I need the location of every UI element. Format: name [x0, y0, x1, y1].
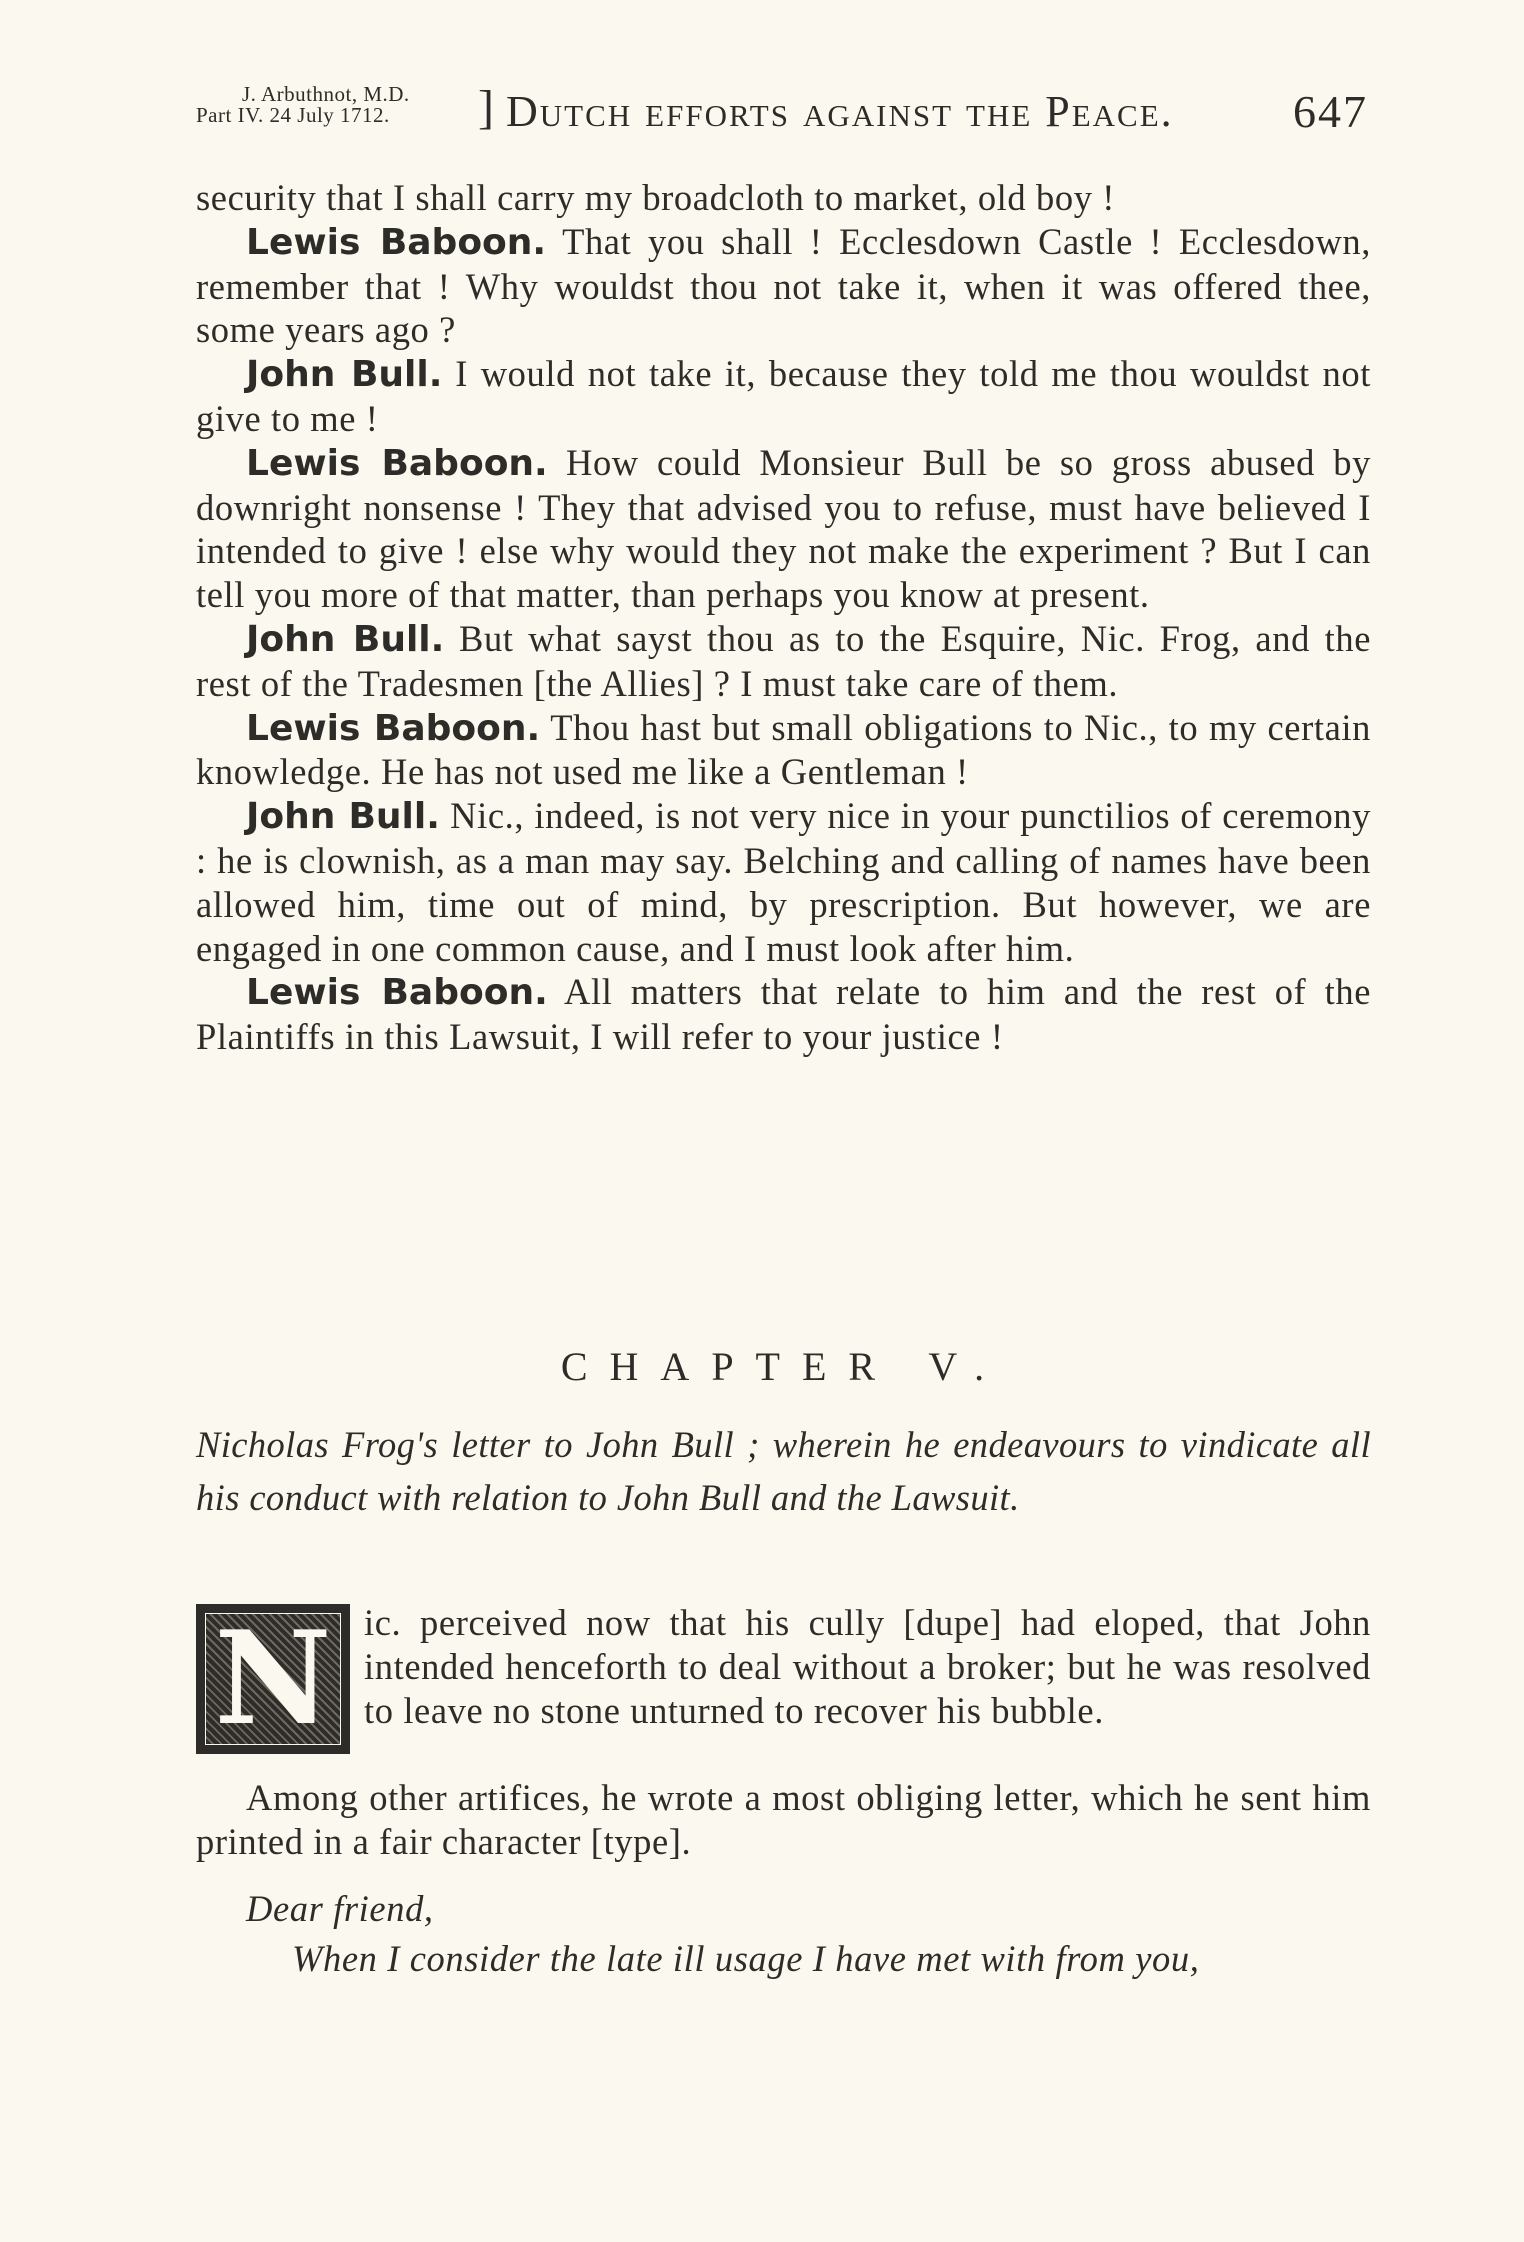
- header-title: Dutch efforts against the Peace.: [506, 87, 1174, 136]
- narrative-paragraph: Among other artifices, he wrote a most obliging letter, which he sent him printed in a fair character [type].: [196, 1777, 1371, 1862]
- dialogue-section: [196, 176, 1371, 1059]
- narrative-paragraph: ic. perceived now that his cully [dupe] had eloped, that John intended henceforth to deal without a broker; but he was resolved to leave no stone unturned to recover his bubble.: [364, 1602, 1371, 1731]
- speaker-name: Lewis Baboon.: [246, 707, 541, 749]
- speaker-name: Lewis Baboon.: [246, 221, 547, 263]
- header-bracket: ]: [478, 81, 494, 134]
- page-number: 647: [1293, 86, 1368, 137]
- header-attribution: [196, 78, 494, 148]
- dialogue-text: But what sayst thou as to the Esquire, Nic. Frog, and the rest of the Tradesmen [the Allies] ? I must take care of them.: [196, 617, 1372, 704]
- dialogue-text: That you shall ! Ecclesdown Castle ! Ecclesdown, remember that ! Why wouldst thou not take it, when it was offered thee, some years ago ?: [196, 220, 1371, 351]
- dialogue-text: I would not take it, because they told me thou wouldst not give to me !: [196, 353, 1371, 439]
- chapter-synopsis: Nicholas Frog's letter to John Bull ; wherein he endeavours to vindicate all his conduct with relation to John Bull and the Lawsuit.: [196, 1424, 1371, 1518]
- dialogue-paragraph: [196, 220, 1371, 352]
- header-part-date: Part IV. 24 July 1712.: [196, 103, 390, 127]
- dialogue-text: Nic., indeed, is not very nice in your punctilios of ceremony : he is clownish, as a man may say. Belching and calling of names have been allowed him, time out of mind, by prescription. But however, we are engaged in one common cause, and I must look after him.: [196, 795, 1372, 969]
- letter-text: When I consider the late ill usage I have met with from you,: [292, 1938, 1200, 1979]
- dialogue-paragraph: [196, 617, 1371, 706]
- dialogue-text: security that I shall carry my broadcloth to market, old boy !: [196, 177, 1116, 218]
- dialogue-paragraph: [196, 706, 1371, 795]
- letter-salutation: Dear friend,: [246, 1888, 434, 1929]
- running-header: [196, 78, 1376, 148]
- letter-excerpt: [196, 1884, 1371, 1984]
- dialogue-text: How could Monsieur Bull be so gross abused by downright nonsense ! They that advised you to refuse, must have believed I intended to give ! else why would they not make the experiment ? But I can tell you more of that matter, than perhaps you know at present.: [196, 441, 1371, 616]
- dialogue-text: All matters that relate to him and the rest of the Plaintiffs in this Lawsuit, I will refer to your justice !: [196, 971, 1371, 1058]
- speaker-name: John Bull.: [246, 354, 443, 396]
- speaker-name: Lewis Baboon.: [246, 442, 548, 484]
- dialogue-paragraph: [196, 970, 1371, 1059]
- speaker-name: Lewis Baboon.: [246, 972, 548, 1014]
- chapter-heading: CHAPTER V.: [560, 1344, 1007, 1389]
- dialogue-text: Thou hast but small obligations to Nic., to my certain knowledge. He has not used me like a Gentleman !: [196, 706, 1371, 793]
- drop-cap-initial: [196, 1604, 350, 1754]
- header-author: J. Arbuthnot, M.D.: [242, 82, 410, 106]
- speaker-name: John Bull.: [246, 796, 440, 838]
- dialogue-paragraph: [196, 176, 1371, 220]
- drop-cap-letter: N: [214, 1604, 332, 1754]
- dialogue-paragraph: [196, 352, 1371, 441]
- dialogue-paragraph: [196, 794, 1371, 970]
- speaker-name: John Bull.: [246, 618, 445, 660]
- dialogue-paragraph: [196, 441, 1371, 617]
